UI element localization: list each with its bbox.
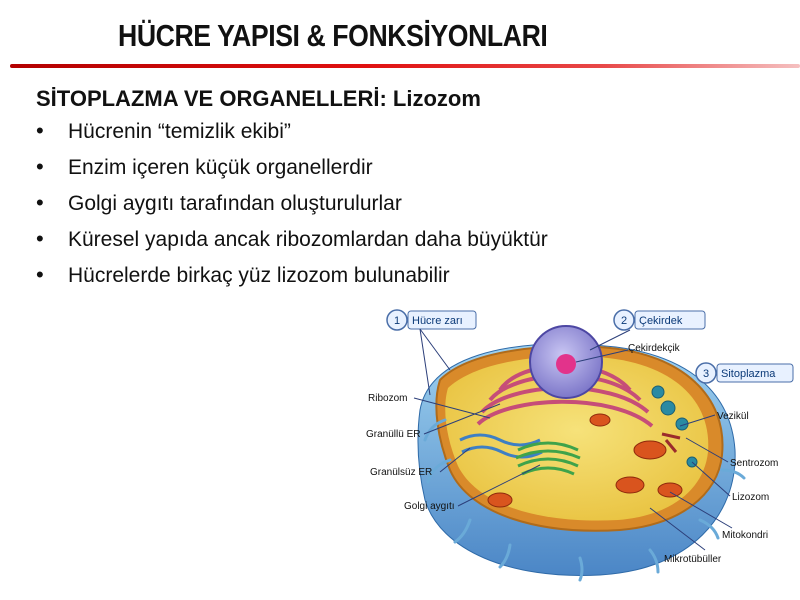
svg-text:Hücre zarı: Hücre zarı [412, 315, 463, 327]
title-divider [10, 64, 800, 68]
svg-text:1: 1 [393, 315, 401, 327]
label-ribozom: Ribozom [368, 393, 408, 404]
label-sentrozom: Sentrozom [730, 458, 779, 469]
bullet-list [36, 118, 548, 298]
bullet-dot-icon: • [36, 154, 44, 179]
label-lizozom: Lizozom [732, 492, 770, 503]
svg-text:Sitoplazma: Sitoplazma [721, 368, 776, 380]
bullet-dot-icon: • [36, 262, 44, 287]
label-mikrotubuller: Mikrotübüller [664, 554, 722, 565]
nucleus [530, 326, 602, 398]
bullet-dot-icon: • [36, 190, 44, 215]
label-golgi: Golgi aygıtı [404, 501, 455, 512]
slide-subtitle: SİTOPLAZMA VE ORGANELLERİ: Lizozom [36, 86, 481, 111]
label-granulsuz-er: Granülsüz ER [370, 467, 433, 478]
bullet-item: • Enzim içeren küçük organellerdir [36, 154, 373, 179]
svg-text:2: 2 [620, 315, 628, 327]
cell-diagram [350, 300, 800, 600]
bullet-item: • Golgi aygıtı tarafından oluşturulurlar [36, 190, 402, 215]
bullet-dot-icon: • [36, 226, 44, 251]
svg-text:3: 3 [702, 368, 710, 380]
label-granullu-er: Granüllü ER [366, 429, 421, 440]
callout-hucre-zari [387, 310, 476, 330]
slide-title: HÜCRE YAPISI & FONKSİYONLARI [118, 18, 548, 53]
label-cekirdekcik: Çekirdekçik [628, 343, 680, 354]
bullet-item: • Hücrelerde birkaç yüz lizozom bulunabilir [36, 262, 450, 287]
bullet-item: • Hücrenin “temizlik ekibi” [36, 118, 291, 143]
svg-text:Çekirdek: Çekirdek [639, 315, 683, 327]
callout-cekirdek [614, 310, 705, 330]
bullet-item: • Küresel yapıda ancak ribozomlardan daha büyüktür [36, 226, 548, 251]
label-vezikul: Vezikül [717, 411, 749, 422]
callout-sitoplazma [696, 363, 793, 383]
bullet-dot-icon: • [36, 118, 44, 143]
label-mitokondri: Mitokondri [722, 530, 769, 541]
